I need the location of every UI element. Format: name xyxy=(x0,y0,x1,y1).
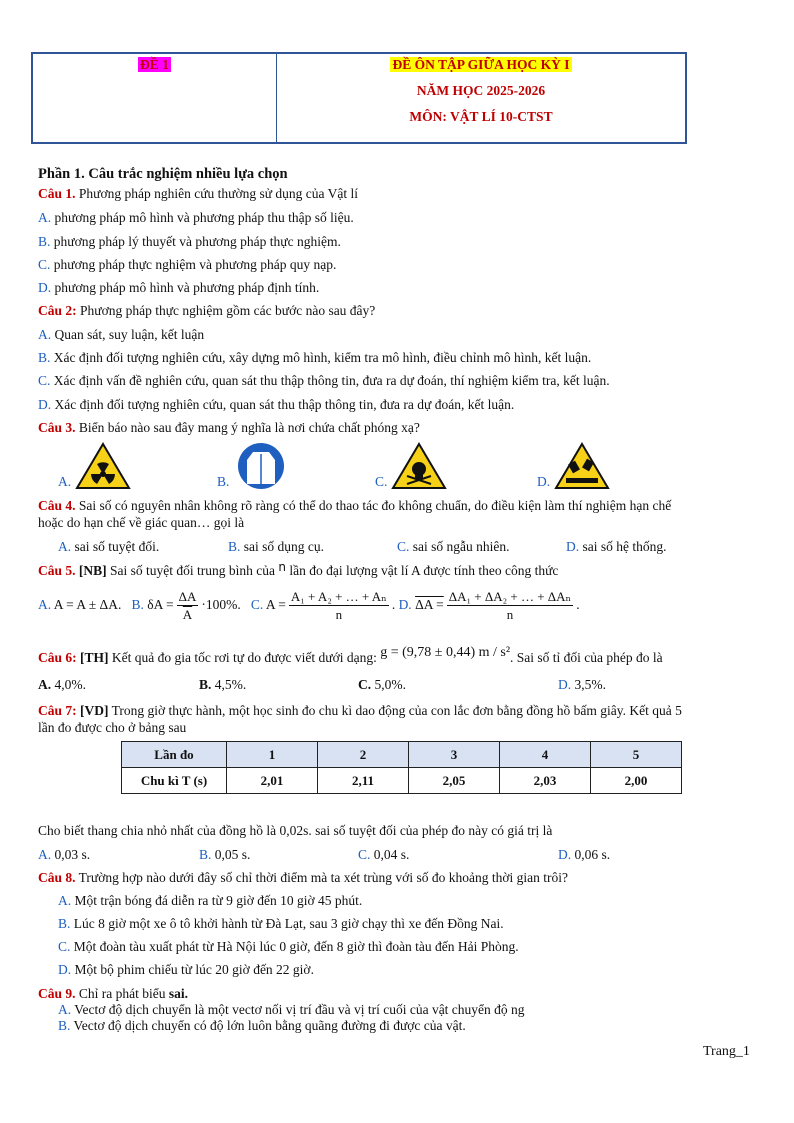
q6-option-c: C. 5,0%. xyxy=(358,677,406,692)
q5-formula-a: A = A ± ΔA. xyxy=(53,597,122,612)
exam-code: ĐỀ 1 xyxy=(140,57,169,72)
q8-option-b: B. Lúc 8 giờ một xe ô tô khởi hành từ Đà Lạt, sau 3 giờ chạy thì xe đến Đồng Nai. xyxy=(58,916,504,931)
question-8: Câu 8. Trường hợp nào dưới đây số chỉ thời điểm mà ta xét trùng với số đo khoảng thời gian trôi? xyxy=(38,870,568,885)
table-cell: 2,05 xyxy=(409,768,500,794)
q1-option-a: A. phương pháp mô hình và phương pháp thu thập số liệu. xyxy=(38,210,354,225)
q1-option-c: C. phương pháp thực nghiệm và phương pháp quy nạp. xyxy=(38,257,337,272)
q2-option-a: A. Quan sát, suy luận, kết luận xyxy=(38,327,205,342)
question-4-cont: hoặc do hạn chế về giác quan… gọi là xyxy=(38,515,245,530)
question-9: Câu 9. Chỉ ra phát biểu sai. xyxy=(38,986,189,1001)
question-3: Câu 3. Biển báo nào sau đây mang ý nghĩa là nơi chứa chất phóng xạ? xyxy=(38,420,420,435)
q2-option-c: C. Xác định vấn đề nghiên cứu, quan sát thu thập thông tin, đưa ra dự đoán, thí nghiệm kiểm tra, kết luận. xyxy=(38,373,610,388)
q3-option-a: A. xyxy=(58,442,131,490)
question-7: Câu 7: [VD] Trong giờ thực hành, một học sinh đo chu kì dao động của con lắc đơn bằng đồng hồ bấm giây. Kết quả 5 xyxy=(38,703,682,718)
exam-year: NĂM HỌC 2025-2026 xyxy=(416,83,546,98)
q8-option-c: C. Một đoàn tàu xuất phát từ Hà Nội lúc 0 giờ, đến 8 giờ thì đoàn tàu đến Hải Phòng. xyxy=(58,939,519,954)
q3-option-d: D. xyxy=(537,442,610,490)
table-cell: 2 xyxy=(318,742,409,768)
q4-option-b: B. sai số dụng cụ. xyxy=(228,539,325,554)
table-cell: 3 xyxy=(409,742,500,768)
question-5: Câu 5. [NB] Sai số tuyệt đối trung bình của n lần đo đại lượng vật lí A được tính theo công thức xyxy=(38,560,559,578)
section-heading: Phần 1. Câu trắc nghiệm nhiều lựa chọn xyxy=(38,166,288,182)
toxic-skull-icon xyxy=(391,442,447,490)
table-header-row xyxy=(122,742,682,768)
q6-option-b: B. 4,5%. xyxy=(199,677,247,692)
q2-option-b: B. Xác định đối tượng nghiên cứu, xây dựng mô hình, kiểm tra mô hình, điều chỉnh mô hình, kết luận. xyxy=(38,350,592,365)
q5-formula-d: ΔA = $\frac{\text{ΔA₁ + ΔA₂ + … + ΔAₙ}}{n}$ . xyxy=(415,589,580,623)
q7-option-d: D. 0,06 s. xyxy=(558,847,611,862)
header-right xyxy=(277,54,685,142)
question-6: Câu 6: [TH] Kết quả đo gia tốc rơi tự do được viết dưới dạng: g = (9,78 ± 0,44) m / s². Sai số tỉ đối của phép đo là xyxy=(38,645,663,665)
table-cell: 5 xyxy=(591,742,682,768)
q7-option-a: A. 0,03 s. xyxy=(38,847,91,862)
q5-options: A. A = A ± ΔA. B. δA = $\frac{\Delta A}{A}$ ·100%. C. A = $\frac{\text{A₁ + A₂ + … + Aₙ}}{n}$ . D. ΔA = $\frac{\text{ΔA₁ + ΔA₂ + … + ΔAₙ}}{n}$ . xyxy=(38,589,580,623)
table-cell: 2,01 xyxy=(227,768,318,794)
exam-title: ĐỀ ÔN TẬP GIỮA HỌC KỲ I xyxy=(392,57,570,72)
corrosive-warning-icon xyxy=(554,442,610,490)
table-row xyxy=(122,768,682,794)
table-cell: 2,00 xyxy=(591,768,682,794)
exam-header xyxy=(31,52,687,144)
q2-option-d: D. Xác định đối tượng nghiên cứu, quan sát thu thập thông tin, đưa ra dự đoán, kết luận. xyxy=(38,397,515,412)
question-4: Câu 4. Sai số có nguyên nhân không rõ ràng có thể do thao tác đo không chuẩn, do điều kiện làm thí nghiệm hạn chế xyxy=(38,498,672,513)
table-cell: 4 xyxy=(500,742,591,768)
question-2: Câu 2: Phương pháp thực nghiệm gồm các bước nào sau đây? xyxy=(38,303,376,318)
question-1: Câu 1. Phương pháp nghiên cứu thường sử dụng của Vật lí xyxy=(38,186,359,201)
q6-formula: g = (9,78 ± 0,44) m / s² xyxy=(380,645,511,660)
q1-option-b: B. phương pháp lý thuyết và phương pháp thực nghiệm. xyxy=(38,234,341,249)
q8-option-a: A. Một trận bóng đá diễn ra từ 9 giờ đến 10 giờ 45 phút. xyxy=(58,893,363,908)
period-table xyxy=(121,741,682,794)
q6-option-a: A. 4,0%. xyxy=(38,677,86,692)
page-number: Trang_1 xyxy=(703,1044,750,1059)
q8-option-d: D. Một bộ phim chiếu từ lúc 20 giờ đến 22 giờ. xyxy=(58,962,314,977)
q4-option-d: D. sai số hệ thống. xyxy=(566,539,667,554)
exam-subject: MÔN: VẬT LÍ 10-CTST xyxy=(409,109,553,124)
table-cell: 1 xyxy=(227,742,318,768)
q6-option-d: D. 3,5%. xyxy=(558,677,606,692)
q1-option-d: D. phương pháp mô hình và phương pháp định tính. xyxy=(38,280,320,295)
q7-option-b: B. 0,05 s. xyxy=(199,847,251,862)
radiation-warning-icon xyxy=(75,442,131,490)
table-cell: Chu kì T (s) xyxy=(122,768,227,794)
table-cell: 2,03 xyxy=(500,768,591,794)
q4-option-c: C. sai số ngẫu nhiên. xyxy=(397,539,510,554)
table-cell: 2,11 xyxy=(318,768,409,794)
q5-formula-b: δA = $\frac{\Delta A}{A}$ ·100%. xyxy=(147,589,241,623)
q4-option-a: A. sai số tuyệt đối. xyxy=(58,539,160,554)
q3-option-b: B. xyxy=(217,442,289,490)
q5-formula-c: A = $\frac{\text{A₁ + A₂ + … + Aₙ}}{n}$ . xyxy=(265,589,396,623)
q3-option-c: C. xyxy=(375,442,447,490)
lab-coat-sign-icon xyxy=(233,442,289,490)
q9-option-b: B. Vectơ độ dịch chuyển có độ lớn luôn bằng quãng đường đi được của vật. xyxy=(58,1018,466,1033)
table-cell: Lần đo xyxy=(122,742,227,768)
q9-option-a: A. Vectơ độ dịch chuyển là một vectơ nối vị trí đầu và vị trí cuối của vật chuyển độ ng xyxy=(58,1002,525,1017)
q7-option-c: C. 0,04 s. xyxy=(358,847,410,862)
header-left xyxy=(33,54,277,142)
question-7-cont: lần đo được cho ở bảng sau xyxy=(38,720,187,735)
question-7-given: Cho biết thang chia nhỏ nhất của đồng hồ là 0,02s. sai số tuyệt đối của phép đo này có giá trị là xyxy=(38,823,553,838)
